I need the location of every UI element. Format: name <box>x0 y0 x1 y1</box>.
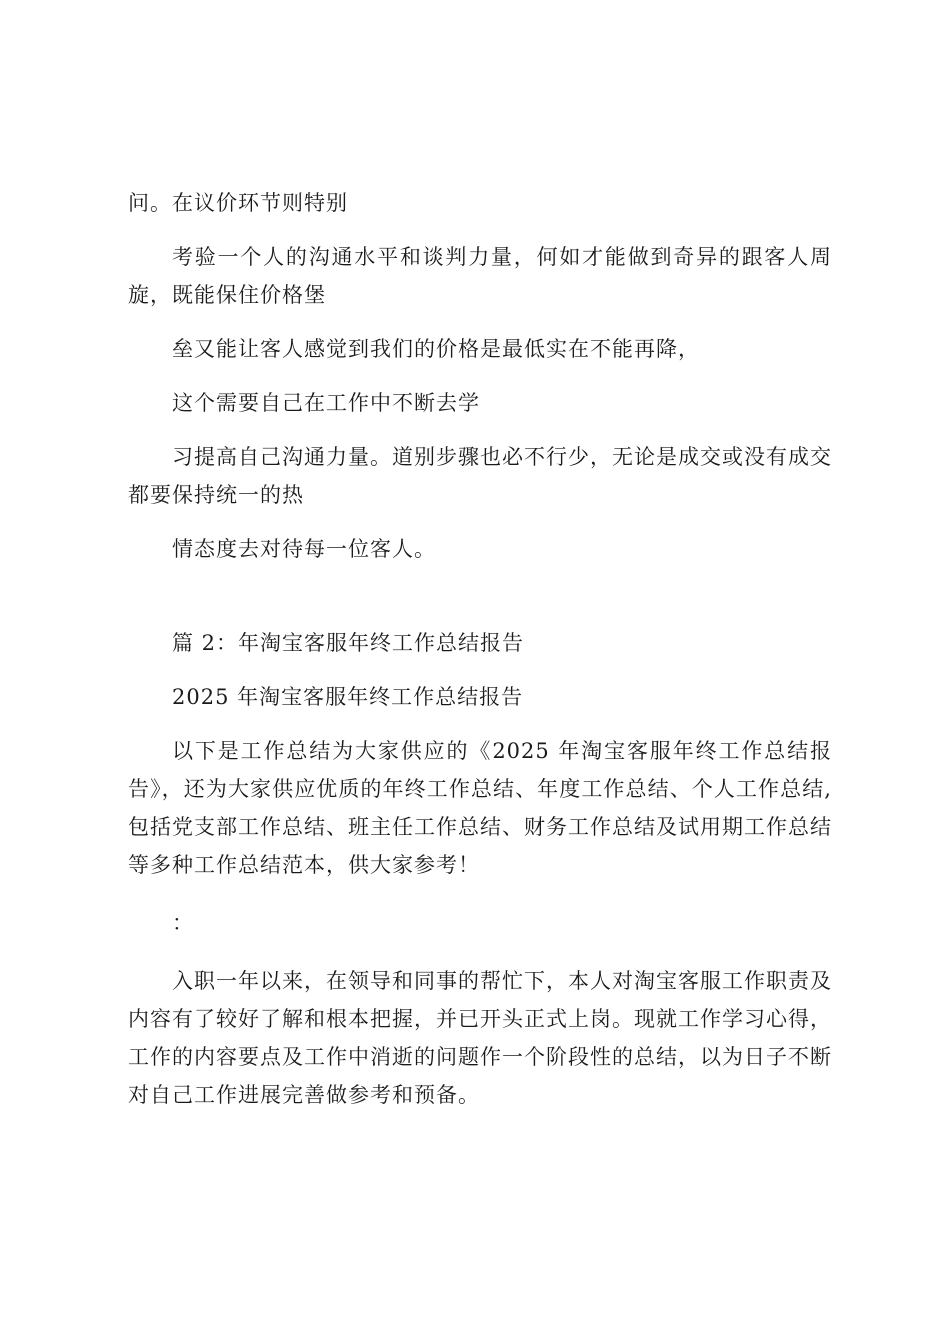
document-title: 2025 年淘宝客服年终工作总结报告 <box>172 685 524 709</box>
paragraph-6: 情态度去对待每一位客人。 <box>172 537 436 561</box>
colon-line: ： <box>172 911 194 935</box>
paragraph-1: 问。在议价环节则特别 <box>128 191 348 215</box>
document-body <box>128 184 832 1114</box>
paragraph-5: 习提高自己沟通力量。道别步骤也必不行少，无论是成交或没有成交都要保持统一的热 <box>128 445 832 507</box>
body-paragraph: 入职一年以来，在领导和同事的帮忙下，本人对淘宝客服工作职责及内容有了较好了解和根本把握，并已开头正式上岗。现就工作学习心得，工作的内容要点及工作中消逝的问题作一个阶段性的总结，以为日子不断对自己工作进展完善做参考和预备。 <box>128 969 832 1107</box>
paragraph-3: 垒又能让客人感觉到我们的价格是最低实在不能再降， <box>172 337 700 361</box>
intro-paragraph: 以下是工作总结为大家供应的《2025 年淘宝客服年终工作总结报告》，还为大家供应优质的年终工作总结、年度工作总结、个人工作总结,包括党支部工作总结、班主任工作总结、财务工作总结及试用期工作总结等多种工作总结范本，供大家参考！ <box>128 739 832 877</box>
paragraph-4: 这个需要自己在工作中不断去学 <box>172 391 480 415</box>
paragraph-2: 考验一个人的沟通水平和谈判力量，何如才能做到奇异的跟客人周旋，既能保住价格堡 <box>128 245 832 307</box>
section-heading: 篇 2：年淘宝客服年终工作总结报告 <box>172 631 525 655</box>
